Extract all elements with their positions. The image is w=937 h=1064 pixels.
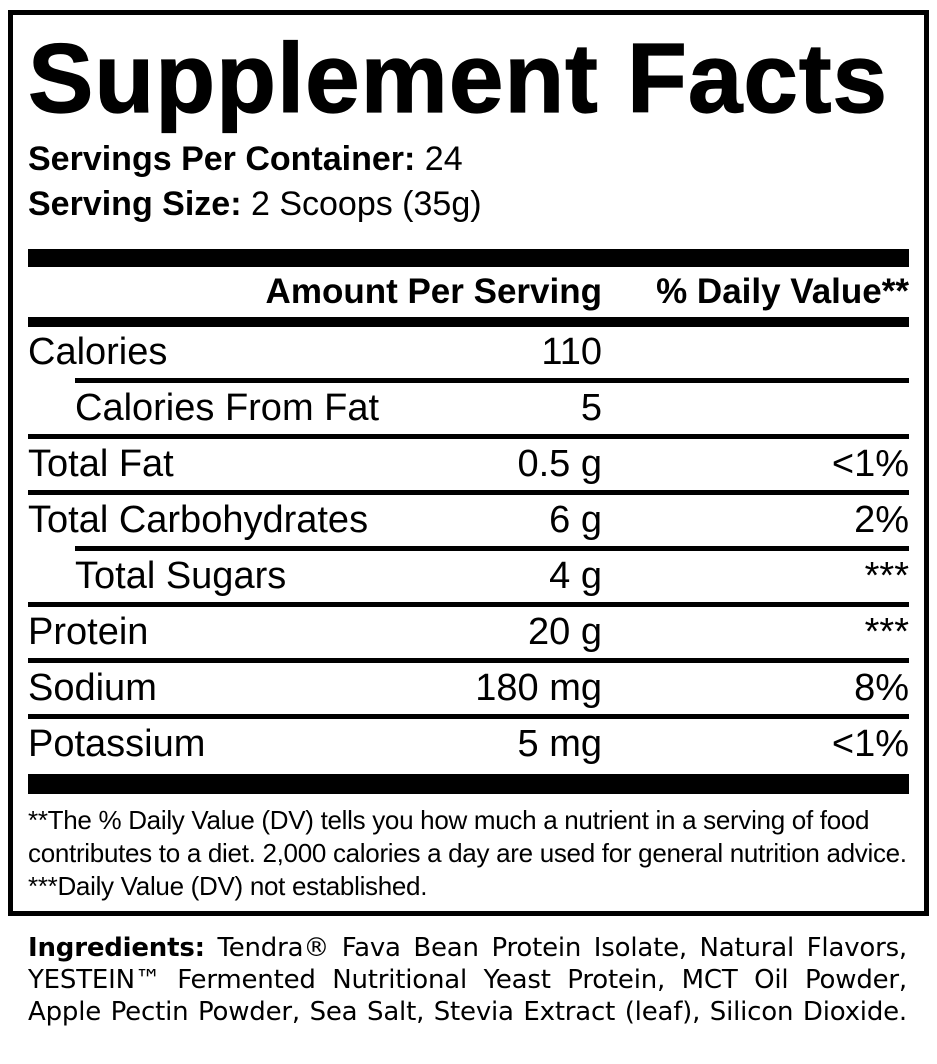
nutrient-dv: <1%	[831, 723, 909, 765]
header-separator	[28, 317, 909, 327]
servings-per-container-value: 24	[424, 140, 463, 178]
nutrient-name: Protein	[28, 611, 149, 653]
table-row	[28, 663, 909, 714]
header-percent-daily-value: % Daily Value**	[656, 272, 909, 311]
table-row	[28, 551, 909, 602]
nutrient-name: Potassium	[28, 723, 206, 765]
nutrient-dv: 8%	[854, 667, 909, 709]
table-row	[28, 327, 909, 378]
table-row	[28, 607, 909, 658]
table-header-row	[28, 267, 909, 317]
table-row	[28, 495, 909, 546]
nutrient-name: Calories	[28, 331, 168, 373]
ingredients-label: Ingredients:	[28, 933, 205, 963]
nutrient-amount: 180 mg	[475, 667, 602, 709]
nutrient-dv: ***	[864, 555, 909, 597]
table-row	[28, 719, 909, 770]
servings-per-container-label: Servings Per Container:	[28, 140, 416, 178]
nutrient-dv: <1%	[831, 443, 909, 485]
table-row	[28, 383, 909, 434]
serving-size-label: Serving Size:	[28, 185, 242, 223]
header-amount-per-serving: Amount Per Serving	[265, 272, 602, 311]
nutrient-dv: 2%	[854, 499, 909, 541]
supplement-facts-panel	[8, 10, 929, 916]
divider-bar-top	[28, 249, 909, 267]
nutrient-dv: ***	[864, 611, 909, 653]
nutrient-amount: 20 g	[528, 611, 602, 653]
nutrient-name: Total Fat	[28, 443, 174, 485]
nutrient-amount: 5	[580, 387, 602, 429]
footnote-not-established: ***Daily Value (DV) not established.	[28, 871, 428, 901]
nutrient-amount: 0.5 g	[517, 443, 602, 485]
nutrient-amount: 4 g	[549, 555, 602, 597]
nutrient-amount: 5 mg	[517, 723, 602, 765]
nutrient-name: Sodium	[28, 667, 157, 709]
serving-size-line	[28, 182, 909, 227]
serving-info	[28, 137, 909, 227]
supplement-label-page	[0, 10, 937, 1028]
ingredients-text: Tendra® Fava Bean Protein Isolate, Natural Flavors, YESTEIN™ Fermented Nutritional Yeast Protein, MCT Oil Powder, Apple Pectin Powder, Sea Salt, Stevia Extract (leaf), Silicon Dioxide.	[28, 933, 907, 1027]
nutrient-amount: 6 g	[549, 499, 602, 541]
ingredients-paragraph	[28, 932, 907, 1028]
footnotes	[28, 804, 909, 903]
footnote-daily-value: **The % Daily Value (DV) tells you how much a nutrient in a serving of food contributes to a diet. 2,000 calories a day are used for general nutrition advice.	[28, 805, 907, 868]
table-row	[28, 439, 909, 490]
nutrient-table	[28, 327, 909, 770]
serving-size-value: 2 Scoops (35g)	[250, 185, 482, 223]
nutrient-amount: 110	[541, 331, 602, 373]
nutrient-name: Calories From Fat	[75, 387, 380, 429]
panel-title: Supplement Facts	[28, 23, 889, 133]
nutrient-name: Total Sugars	[75, 555, 287, 597]
nutrient-name: Total Carbohydrates	[28, 499, 369, 541]
servings-per-container-line	[28, 137, 909, 182]
divider-bar-bottom	[28, 774, 909, 794]
